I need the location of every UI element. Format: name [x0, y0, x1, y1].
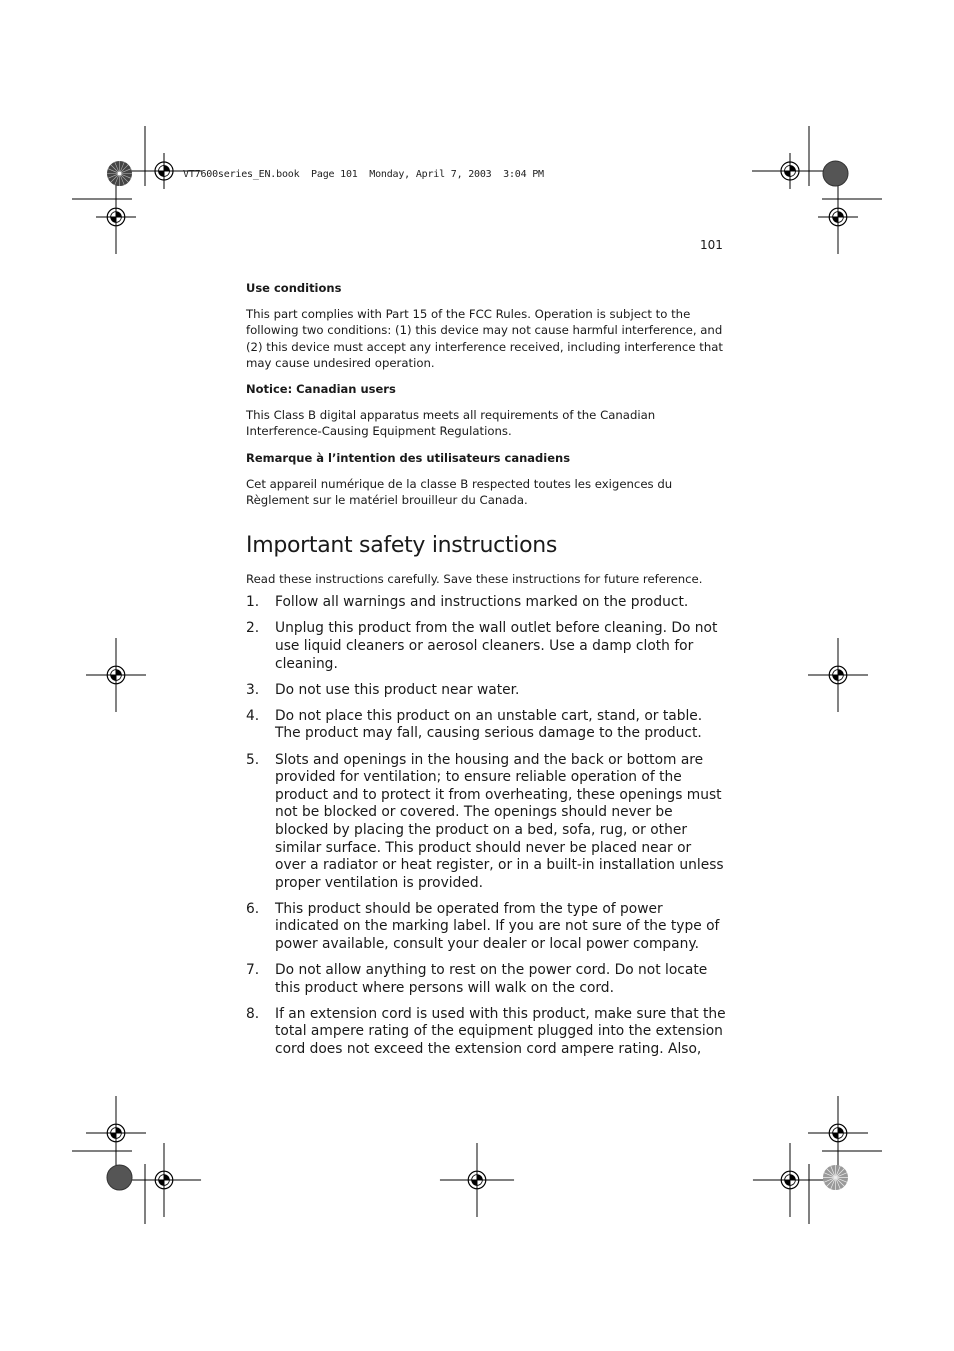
list-item-number: 8.: [246, 1005, 260, 1022]
section-heading-remarque: Remarque à l’intention des utilisateurs canadiens: [246, 450, 571, 465]
section-heading-use-conditions: Use conditions: [246, 281, 342, 295]
registration-mark-icon: [96, 178, 136, 256]
list-item-number: 1.: [246, 594, 260, 611]
list-item-text: Follow all warnings and instructions marked on the product.: [275, 594, 689, 611]
registration-mark-icon: [86, 636, 146, 714]
list-item-text: This product should be operated from the type of power indicated on the marking label. If you are not sure of the type of power available, consult your dealer or local power company.: [275, 900, 720, 952]
registration-mark-icon: [438, 1141, 516, 1219]
section-body-canadian-users: This Class B digital apparatus meets all requirements of the Canadian Interference-Causing Equipment Regulations.: [246, 408, 656, 439]
list-item-number: 6.: [246, 900, 260, 917]
list-item-number: 2.: [246, 620, 260, 637]
section-body-use-conditions: This part complies with Part 15 of the FCC Rules. Operation is subject to the following two conditions: (1) this device may not cause harmful interference, and (2) this device must accept any interference received, including interference that may cause undesired operation.: [246, 307, 723, 370]
list-item: [246, 1006, 726, 1059]
list-item: [246, 594, 726, 612]
list-item-text: Do not use this product near water.: [275, 681, 520, 698]
registration-mark-icon: [125, 1141, 203, 1219]
list-item-number: 5.: [246, 751, 260, 768]
list-item-text: If an extension cord is used with this product, make sure that the total ampere rating of the equipment plugged into the extension cord does not exceed the extension cord ampere rating. Also,: [275, 1005, 726, 1057]
registration-mark-icon: [818, 178, 858, 256]
list-item-text: Do not place this product on an unstable cart, stand, or table. The product may fall, causing serious damage to the product.: [275, 707, 703, 742]
list-item: [246, 708, 726, 743]
registration-mark-icon: [808, 636, 868, 714]
safety-intro: Read these instructions carefully. Save these instructions for future reference.: [246, 572, 703, 587]
page-content: [246, 280, 726, 1067]
registration-mark-icon: [751, 1141, 829, 1219]
list-item: [246, 620, 726, 673]
list-item-text: Do not allow anything to rest on the power cord. Do not locate this product where persons will walk on the cord.: [275, 962, 708, 996]
list-item: [246, 682, 726, 700]
list-item: [246, 752, 726, 893]
section-body-remarque: Cet appareil numérique de la classe B respected toutes les exigences du Règlement sur le matériel brouilleur du Canada.: [246, 476, 673, 508]
list-item-text: Slots and openings in the housing and the back or bottom are provided for ventilation; to ensure reliable operation of the product and to protect it from overheating, these openings must not be blocked or covered. The openings should never be blocked by placing the product on a bed, sofa, rug, or other similar surface. This product should never be placed near or over a radiator or heat register, or in a built-in installation unless proper ventilation is provided.: [275, 751, 724, 891]
color-bar-icon: [106, 160, 133, 187]
color-bar-icon: [822, 1164, 849, 1191]
list-item-number: 4.: [246, 707, 260, 724]
color-bar-icon: [822, 160, 849, 187]
section-heading-canadian-users: Notice: Canadian users: [246, 382, 396, 397]
print-header: VT7600series_EN.book Page 101 Monday, April 7, 2003 3:04 PM: [183, 169, 544, 180]
list-item: [246, 962, 726, 997]
list-item-number: 7.: [246, 962, 260, 979]
safety-title: Important safety instructions: [246, 533, 558, 559]
list-item: [246, 901, 726, 954]
list-item-number: 3.: [246, 681, 260, 698]
page-number: 101: [700, 238, 723, 252]
color-bar-icon: [106, 1164, 133, 1191]
list-item-text: Unplug this product from the wall outlet before cleaning. Do not use liquid cleaners or aerosol cleaners. Use a damp cloth for cleaning.: [275, 620, 718, 672]
safety-list: [246, 594, 726, 1058]
